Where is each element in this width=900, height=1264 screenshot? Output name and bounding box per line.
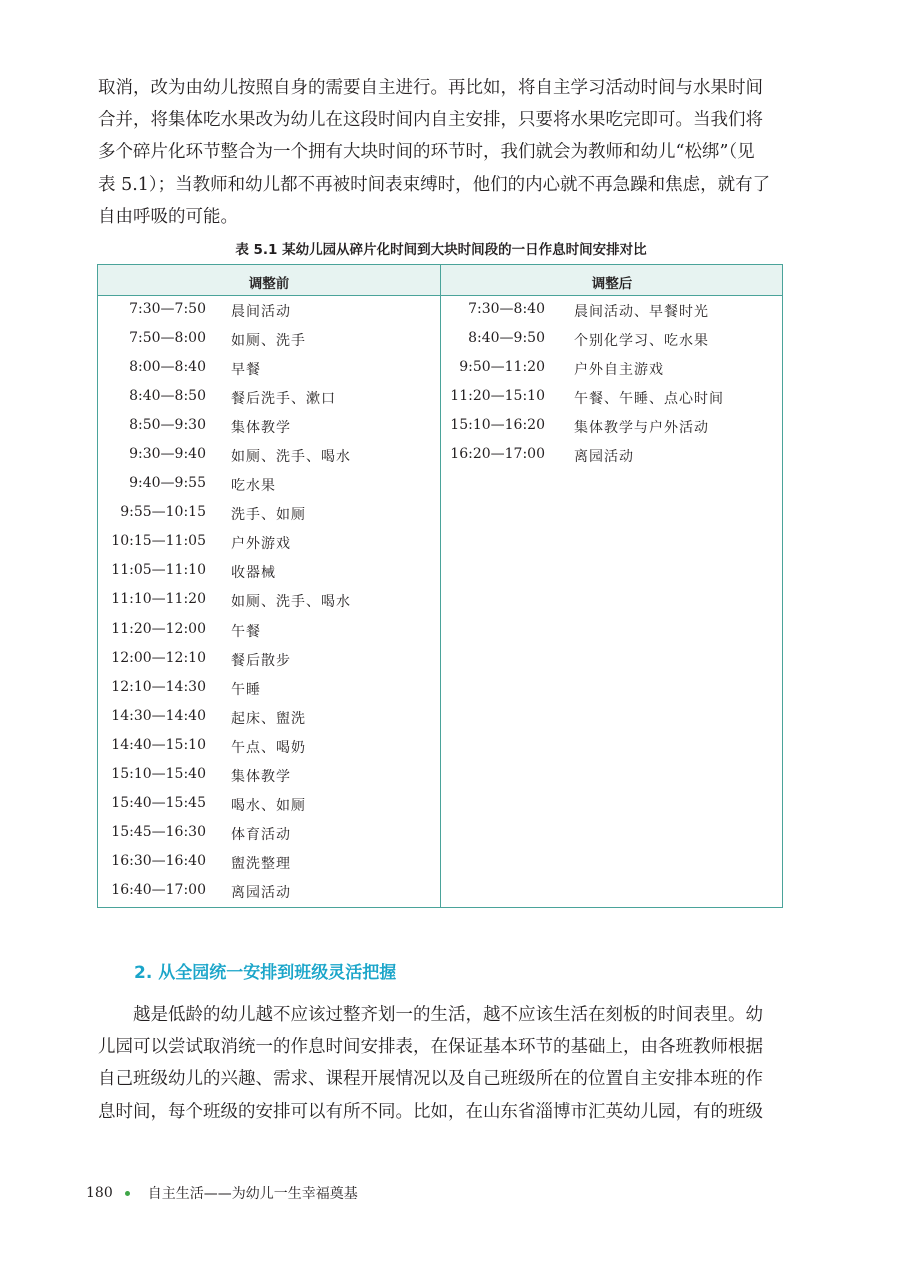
page-number: 180 (86, 1185, 113, 1201)
table-row (441, 412, 783, 441)
text-line: 自由呼吸的可能。 (98, 206, 238, 227)
table-row (98, 586, 440, 615)
table-row (441, 441, 783, 470)
table-row (98, 674, 440, 703)
book-title: 自主生活——为幼儿一生幸福奠基 (147, 1186, 358, 1202)
activity-name: 集体教学 (231, 768, 291, 785)
table-row (98, 645, 440, 674)
time-range: 10:15—11:05 (111, 533, 206, 550)
text-line: 自己班级幼儿的兴趣、需求、课程开展情况以及自己班级所在的位置自主安排本班的作 (98, 1069, 763, 1090)
text-line: 取消，改为由幼儿按照自身的需要自主进行。再比如，将自主学习活动时间与水果时间 (98, 78, 763, 98)
activity-name: 喝水、如厕 (231, 797, 306, 814)
time-range: 9:50—11:20 (459, 359, 545, 376)
time-range: 16:30—16:40 (111, 852, 206, 869)
time-range: 15:10—16:20 (450, 417, 545, 434)
time-range: 14:30—14:40 (111, 707, 206, 724)
text-line: 越是低龄的幼儿越不应该过整齐划一的生活，越不应该生活在刻板的时间表里。幼 (98, 1005, 763, 1025)
time-range: 12:10—14:30 (111, 678, 206, 695)
time-range: 9:30—9:40 (129, 446, 206, 463)
time-range: 8:40—8:50 (129, 388, 206, 405)
activity-name: 个别化学习、吃水果 (574, 333, 709, 350)
table-row (441, 296, 783, 325)
table-row (98, 790, 440, 819)
activity-name: 体育活动 (231, 826, 291, 843)
time-range: 14:40—15:10 (111, 736, 206, 753)
time-range: 15:40—15:45 (111, 794, 206, 811)
time-range: 16:40—17:00 (111, 881, 206, 898)
time-range: 12:00—12:10 (111, 649, 206, 666)
time-range: 11:05—11:10 (111, 562, 206, 579)
activity-name: 午点、喝奶 (231, 739, 306, 756)
after-column (441, 296, 783, 470)
top-paragraph (98, 72, 786, 233)
activity-name: 早餐 (231, 362, 261, 379)
activity-name: 起床、盥洗 (231, 710, 306, 727)
table-row (98, 877, 440, 906)
bottom-paragraph (98, 999, 786, 1128)
table-row (441, 354, 783, 383)
time-range: 7:30—7:50 (129, 301, 206, 317)
time-range: 8:50—9:30 (129, 417, 206, 434)
table-caption: 表 5.1 某幼儿园从碎片化时间到大块时间段的一日作息时间安排对比 (235, 242, 647, 258)
time-range: 7:30—8:40 (468, 301, 545, 317)
table-row (98, 848, 440, 877)
activity-name: 集体教学与户外活动 (574, 420, 709, 437)
table-row (98, 470, 440, 499)
table-row (98, 441, 440, 470)
activity-name: 午睡 (231, 681, 261, 698)
activity-name: 晨间活动 (231, 304, 291, 320)
table-row (98, 732, 440, 761)
table-row (98, 616, 440, 645)
table-row (98, 499, 440, 528)
time-range: 11:20—15:10 (450, 388, 545, 405)
activity-name: 离园活动 (231, 884, 291, 901)
time-range: 8:40—9:50 (468, 330, 545, 347)
text-line: 多个碎片化环节整合为一个拥有大块时间的环节时，我们就会为教师和幼儿“松绑”（见 (98, 142, 755, 163)
time-range: 11:20—12:00 (111, 620, 206, 637)
activity-name: 收器械 (231, 565, 276, 582)
activity-name: 晨间活动、早餐时光 (574, 304, 709, 320)
activity-name: 洗手、如厕 (231, 507, 306, 524)
table-row (98, 761, 440, 790)
table-row (98, 819, 440, 848)
text-line: 合并，将集体吃水果改为幼儿在这段时间内自主安排，只要将水果吃完即可。当我们将 (98, 110, 763, 131)
activity-name: 餐后洗手、漱口 (231, 391, 336, 408)
table-row (98, 354, 440, 383)
time-range: 15:45—16:30 (111, 823, 206, 840)
activity-name: 如厕、洗手、喝水 (231, 449, 351, 466)
schedule-table (97, 264, 783, 908)
before-column (98, 296, 440, 906)
text-line: 息时间，每个班级的安排可以有所不同。比如，在山东省淄博市汇英幼儿园，有的班级 (98, 1101, 763, 1122)
table-row (98, 412, 440, 441)
time-range: 8:00—8:40 (129, 359, 206, 376)
table-row (98, 325, 440, 354)
header-before: 调整前 (248, 276, 290, 292)
activity-name: 离园活动 (574, 449, 634, 466)
header-after: 调整后 (591, 276, 633, 292)
text-line: 儿园可以尝试取消统一的作息时间安排表，在保证基本环节的基础上，由各班教师根据 (98, 1037, 763, 1058)
activity-name: 盥洗整理 (231, 855, 291, 872)
table-row (98, 557, 440, 586)
time-range: 9:55—10:15 (120, 504, 206, 521)
activity-name: 餐后散步 (231, 652, 291, 669)
table-row (98, 703, 440, 732)
bullet-icon (125, 1191, 130, 1196)
activity-name: 户外自主游戏 (574, 362, 664, 379)
section-heading: 2. 从全园统一安排到班级灵活把握 (134, 963, 397, 983)
time-range: 16:20—17:00 (450, 446, 545, 463)
table-row (441, 325, 783, 354)
table-row (98, 296, 440, 325)
table-row (441, 383, 783, 412)
activity-name: 如厕、洗手、喝水 (231, 594, 351, 611)
activity-name: 户外游戏 (231, 536, 291, 553)
time-range: 7:50—8:00 (129, 330, 206, 347)
page-footer (86, 1183, 358, 1203)
activity-name: 集体教学 (231, 420, 291, 437)
table-row (98, 528, 440, 557)
activity-name: 吃水果 (231, 478, 276, 495)
activity-name: 午餐、午睡、点心时间 (574, 391, 724, 408)
text-line: 表 5.1）；当教师和幼儿都不再被时间表束缚时，他们的内心就不再急躁和焦虑，就有了 (98, 174, 771, 195)
time-range: 9:40—9:55 (129, 475, 206, 492)
activity-name: 午餐 (231, 623, 261, 640)
table-row (98, 383, 440, 412)
time-range: 11:10—11:20 (111, 591, 206, 608)
activity-name: 如厕、洗手 (231, 333, 306, 350)
time-range: 15:10—15:40 (111, 765, 206, 782)
